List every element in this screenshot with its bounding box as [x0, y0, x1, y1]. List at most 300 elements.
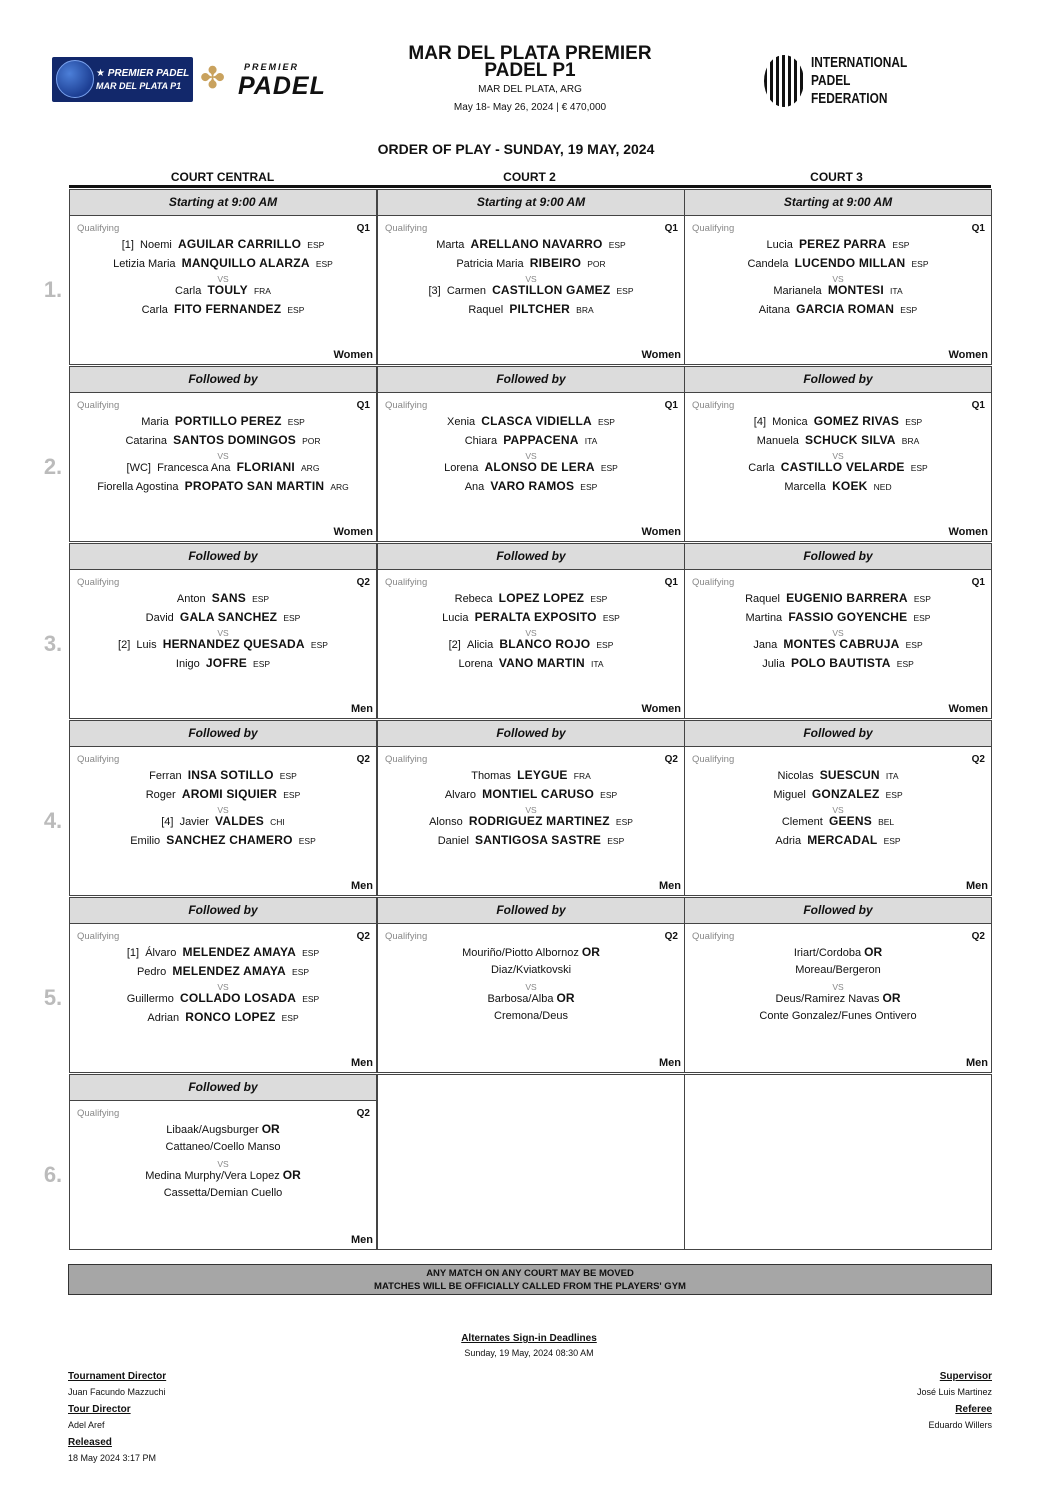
player-first-name: Martina [745, 612, 783, 624]
player-country: ITA [584, 436, 598, 446]
empty-slot [377, 1074, 685, 1250]
notice-banner [68, 1264, 992, 1295]
ipf-line1: INTERNATIONAL [811, 55, 908, 71]
team-line [685, 964, 991, 976]
player-last-name: AROMI SIQUIER [181, 787, 278, 801]
player-line [685, 656, 991, 670]
tournament-title [330, 45, 730, 79]
player-first-name: Fiorella Agostina [97, 481, 179, 493]
team-or-label: OR [282, 1168, 301, 1182]
player-line [685, 433, 991, 447]
order-of-play-title: ORDER OF PLAY - SUNDAY, 19 MAY, 2024 [377, 141, 655, 157]
player-first-name: Nicolas [777, 770, 814, 782]
followed-by-band: Followed by [69, 1074, 377, 1101]
player-first-name: Clement [781, 816, 823, 828]
followed-by-band: Followed by [684, 366, 992, 393]
match-category: Qualifying [77, 1108, 120, 1119]
player-last-name: SANTIGOSA SASTRE [475, 833, 602, 847]
match-round: Q1 [664, 400, 678, 411]
player-last-name: PERALTA EXPOSITO [474, 610, 597, 624]
match-round: Q1 [356, 223, 370, 234]
team-names: Iriart/Cordoba [793, 947, 862, 959]
player-seed: [4] [753, 416, 767, 428]
player-country: POR [587, 259, 606, 269]
player-line [685, 833, 991, 847]
player-first-name: Chiara [464, 435, 498, 447]
player-first-name: Rebeca [454, 593, 493, 605]
player-country: ESP [607, 836, 625, 846]
notice-line2: MATCHES WILL BE OFFICIALLY CALLED FROM THE PLAYERS' GYM [374, 1281, 686, 1292]
court-name: COURT CENTRAL [170, 170, 275, 184]
player-last-name: PROPATO SAN MARTIN [184, 479, 325, 493]
player-first-name: Raquel [468, 304, 504, 316]
team-or-label: OR [864, 945, 883, 959]
player-seed: [4] [161, 816, 174, 828]
player-country: ESP [292, 967, 310, 977]
match-round: Q2 [356, 754, 370, 765]
player-seed: [3] [428, 285, 441, 297]
player-line [70, 637, 376, 651]
tournament-director-label: Tournament Director [68, 1371, 167, 1382]
player-line [378, 302, 684, 316]
player-last-name: BLANCO ROJO [499, 637, 591, 651]
player-first-name: Alonso [429, 816, 463, 828]
player-first-name: Letizia Maria [113, 258, 176, 270]
match-gender: Men [659, 880, 681, 892]
player-first-name: Marta [436, 239, 465, 251]
player-country: NED [873, 482, 892, 492]
match-round: Q2 [356, 577, 370, 588]
player-first-name: Adria [775, 835, 802, 847]
player-first-name: Raquel [745, 593, 780, 605]
match-round: Q2 [664, 931, 678, 942]
player-first-name: Marcella [784, 481, 826, 493]
player-last-name: KOEK [832, 479, 868, 493]
match-category: Qualifying [692, 223, 735, 234]
match-cell [684, 923, 992, 1073]
player-country: ESP [885, 790, 903, 800]
player-country: ESP [600, 790, 618, 800]
player-first-name: Roger [145, 789, 176, 801]
match-gender: Men [966, 1057, 988, 1069]
match-category: Qualifying [385, 931, 428, 942]
player-last-name: RODRIGUEZ MARTINEZ [468, 814, 610, 828]
player-country: ESP [287, 417, 305, 427]
player-first-name: Manuela [756, 435, 799, 447]
empty-slot [684, 1074, 992, 1250]
player-seed: [2] [448, 639, 461, 651]
match-cell [69, 746, 377, 896]
player-first-name: Monica [772, 416, 808, 428]
player-country: ESP [281, 1013, 299, 1023]
player-line [70, 479, 376, 493]
player-last-name: PEREZ PARRA [798, 237, 887, 251]
player-country: ESP [283, 790, 301, 800]
player-seed: [1] [126, 947, 140, 959]
followed-by-band: Followed by [684, 720, 992, 747]
player-country: FRA [253, 286, 271, 296]
match-gender: Men [351, 880, 373, 892]
player-first-name: Daniel [437, 835, 469, 847]
player-line [70, 964, 376, 978]
player-line [378, 256, 684, 270]
player-line [70, 945, 376, 959]
player-country: ESP [590, 594, 608, 604]
team-line [378, 991, 684, 1005]
tournament-dates: May 18- May 26, 2024 | € 470,000 [453, 102, 607, 113]
team-names: Barbosa/Alba [487, 993, 554, 1005]
title-line1: MAR DEL PLATA PREMIER [408, 43, 652, 64]
player-country: ESP [283, 613, 301, 623]
team-line [70, 1187, 376, 1199]
player-last-name: MERCADAL [807, 833, 878, 847]
match-cell [684, 746, 992, 896]
player-last-name: CASTILLON GAMEZ [492, 283, 611, 297]
versus-label: VS [217, 982, 229, 992]
match-gender: Men [966, 880, 988, 892]
match-category: Qualifying [77, 223, 120, 234]
released-label: Released [68, 1437, 112, 1448]
player-last-name: MELENDEZ AMAYA [172, 964, 286, 978]
player-line [378, 656, 684, 670]
player-country: ESP [252, 594, 270, 604]
versus-label: VS [525, 628, 537, 638]
player-last-name: AGUILAR CARRILLO [177, 237, 302, 251]
player-line [70, 1010, 376, 1024]
player-line [685, 283, 991, 297]
match-cell [377, 923, 685, 1073]
match-category: Qualifying [692, 577, 735, 588]
match-round: Q1 [971, 223, 985, 234]
player-line [685, 479, 991, 493]
player-first-name: Lorena [444, 462, 479, 474]
player-last-name: COLLADO LOSADA [179, 991, 297, 1005]
player-line [70, 591, 376, 605]
player-line [378, 610, 684, 624]
team-names: Cremona/Deus [494, 1010, 568, 1022]
match-category: Qualifying [385, 223, 428, 234]
player-country: ESP [608, 240, 626, 250]
player-country: ESP [616, 286, 634, 296]
player-line [378, 787, 684, 801]
player-line [378, 814, 684, 828]
match-cell [684, 392, 992, 542]
player-country: ESP [315, 259, 333, 269]
match-category: Qualifying [692, 931, 735, 942]
ipf-line2: PADEL [811, 73, 851, 89]
page-header [0, 0, 1058, 157]
team-line [685, 1010, 991, 1022]
player-first-name: Catarina [125, 435, 168, 447]
followed-by-band: Followed by [684, 897, 992, 924]
player-country: ESP [615, 817, 633, 827]
player-last-name: GALA SANCHEZ [179, 610, 278, 624]
player-country: ESP [287, 305, 305, 315]
player-last-name: PORTILLO PEREZ [174, 414, 282, 428]
followed-by-band: Followed by [69, 720, 377, 747]
player-last-name: CASTILLO VELARDE [780, 460, 905, 474]
match-gender: Women [948, 703, 988, 715]
player-line [685, 637, 991, 651]
team-line [70, 1122, 376, 1136]
player-last-name: GEENS [828, 814, 872, 828]
match-category: Qualifying [692, 754, 735, 765]
player-last-name: ARELLANO NAVARRO [470, 237, 603, 251]
versus-label: VS [525, 982, 537, 992]
match-order-number: 4. [43, 808, 63, 833]
versus-label: VS [217, 628, 229, 638]
player-first-name: David [145, 612, 174, 624]
player-line [378, 433, 684, 447]
match-cell [377, 569, 685, 719]
ipf-line3: FEDERATION [811, 91, 888, 107]
player-last-name: VALDES [215, 814, 265, 828]
player-country: ESP [597, 417, 615, 427]
team-or-label: OR [261, 1122, 280, 1136]
player-first-name: Javier [179, 816, 209, 828]
player-line [70, 460, 376, 474]
followed-by-band: Followed by [69, 543, 377, 570]
match-category: Qualifying [77, 754, 120, 765]
player-line [378, 479, 684, 493]
player-line [685, 768, 991, 782]
match-category: Qualifying [692, 400, 735, 411]
player-first-name: Luis [136, 639, 157, 651]
player-first-name: Julia [762, 658, 785, 670]
player-country: ESP [910, 463, 928, 473]
alternates-heading: Alternates Sign-in Deadlines [461, 1333, 597, 1344]
player-last-name: FITO FERNANDEZ [174, 302, 282, 316]
player-last-name: TOULY [207, 283, 248, 297]
title-line2: PADEL P1 [484, 60, 576, 81]
player-line [70, 302, 376, 316]
player-last-name: SUESCUN [819, 768, 880, 782]
player-country: ESP [302, 948, 320, 958]
match-cell [377, 746, 685, 896]
versus-label: VS [217, 274, 229, 284]
match-round: Q1 [664, 223, 678, 234]
player-last-name: GOMEZ RIVAS [813, 414, 900, 428]
match-cell [684, 569, 992, 719]
team-line [685, 991, 991, 1005]
match-round: Q1 [971, 400, 985, 411]
player-line [378, 591, 684, 605]
player-last-name: JOFRE [205, 656, 247, 670]
player-country: ESP [602, 613, 620, 623]
match-gender: Men [659, 1057, 681, 1069]
player-last-name: CLASCA VIDIELLA [481, 414, 592, 428]
player-country: ESP [279, 771, 297, 781]
player-first-name: Pedro [136, 966, 167, 978]
tour-director-name: Adel Aref [68, 1420, 105, 1430]
court-name: COURT 2 [503, 170, 556, 184]
player-last-name: SCHUCK SILVA [805, 433, 896, 447]
match-gender: Women [948, 349, 988, 361]
player-first-name: Thomas [471, 770, 511, 782]
player-seed: [2] [118, 639, 131, 651]
player-first-name: Alicia [466, 639, 494, 651]
match-order-number: 1. [43, 277, 63, 302]
match-round: Q2 [664, 754, 678, 765]
match-category: Qualifying [385, 754, 428, 765]
player-country: ARG [301, 463, 320, 473]
match-gender: Women [641, 526, 681, 538]
player-first-name: Álvaro [145, 947, 177, 959]
player-country: BEL [878, 817, 895, 827]
player-country: POR [302, 436, 321, 446]
match-order-number: 3. [43, 631, 63, 656]
player-first-name: Anton [176, 593, 206, 605]
player-country: FRA [573, 771, 591, 781]
versus-label: VS [832, 451, 844, 461]
player-country: ESP [302, 994, 320, 1004]
player-line [70, 991, 376, 1005]
player-country: ARG [330, 482, 349, 492]
player-country: ESP [892, 240, 910, 250]
player-line [70, 237, 376, 251]
notice-line1: ANY MATCH ON ANY COURT MAY BE MOVED [426, 1268, 634, 1279]
starting-time-band: Starting at 9:00 AM [377, 189, 685, 216]
released-value: 18 May 2024 3:17 PM [68, 1453, 157, 1463]
team-names: Diaz/Kviatkovski [490, 964, 572, 976]
player-line [70, 610, 376, 624]
player-country: ESP [600, 463, 618, 473]
team-line [70, 1141, 376, 1153]
player-country: ESP [883, 836, 901, 846]
match-cell [684, 215, 992, 365]
team-names: Mouriño/Piotto Albornoz [462, 947, 579, 959]
player-first-name: Carla [748, 462, 775, 474]
player-last-name: HERNANDEZ QUESADA [162, 637, 305, 651]
player-first-name: Emilio [130, 835, 161, 847]
player-first-name: Ana [464, 481, 485, 493]
referee-label: Referee [955, 1404, 992, 1415]
tour-director-label: Tour Director [68, 1404, 131, 1415]
player-line [685, 237, 991, 251]
versus-label: VS [525, 805, 537, 815]
team-line [378, 1010, 684, 1022]
team-or-label: OR [556, 991, 575, 1005]
player-first-name: Patricia Maria [456, 258, 524, 270]
player-country: ITA [890, 286, 903, 296]
team-or-label: OR [882, 991, 901, 1005]
player-line [378, 283, 684, 297]
player-first-name: Alvaro [444, 789, 476, 801]
player-last-name: PILTCHER [509, 302, 571, 316]
versus-label: VS [832, 982, 844, 992]
player-last-name: VANO MARTIN [498, 656, 585, 670]
match-round: Q2 [971, 754, 985, 765]
match-gender: Women [333, 526, 373, 538]
player-line [378, 768, 684, 782]
match-round: Q2 [971, 931, 985, 942]
match-round: Q2 [356, 931, 370, 942]
player-line [70, 833, 376, 847]
match-gender: Men [351, 1057, 373, 1069]
logo-left-line1: ★ PREMIER PADEL [96, 68, 190, 79]
match-cell [69, 569, 377, 719]
player-last-name: LEYGUE [517, 768, 568, 782]
player-first-name: Carmen [446, 285, 486, 297]
player-line [378, 460, 684, 474]
player-last-name: MELENDEZ AMAYA [182, 945, 296, 959]
player-last-name: FLORIANI [236, 460, 295, 474]
team-line [378, 945, 684, 959]
tournament-city: MAR DEL PLATA, ARG [478, 84, 582, 95]
player-country: ESP [905, 640, 923, 650]
team-names: Libaak/Augsburger [166, 1124, 259, 1136]
logo-mid-big: PADEL [238, 72, 326, 100]
logo-left-line2: MAR DEL PLATA P1 [96, 81, 182, 91]
team-names: Cattaneo/Coello Manso [165, 1141, 281, 1153]
match-round: Q1 [356, 400, 370, 411]
player-country: BRA [901, 436, 920, 446]
versus-label: VS [832, 274, 844, 284]
player-country: BRA [576, 305, 594, 315]
versus-label: VS [832, 805, 844, 815]
header-divider [69, 185, 991, 188]
player-last-name: SANTOS DOMINGOS [173, 433, 296, 447]
player-line [685, 591, 991, 605]
player-line [70, 656, 376, 670]
player-first-name: Inigo [175, 658, 200, 670]
match-gender: Women [948, 526, 988, 538]
team-names: Medina Murphy/Vera Lopez [145, 1170, 280, 1182]
followed-by-band: Followed by [684, 543, 992, 570]
player-line [70, 768, 376, 782]
player-last-name: VARO RAMOS [490, 479, 575, 493]
player-last-name: EUGENIO BARRERA [786, 591, 908, 605]
player-first-name: Miguel [773, 789, 806, 801]
player-line [685, 787, 991, 801]
player-line [70, 433, 376, 447]
player-first-name: Lucia [766, 239, 793, 251]
followed-by-band: Followed by [377, 720, 685, 747]
match-category: Qualifying [385, 400, 428, 411]
player-country: ESP [911, 259, 929, 269]
player-last-name: SANS [211, 591, 246, 605]
match-cell [69, 215, 377, 365]
player-seed: [WC] [126, 462, 151, 474]
player-first-name: Lorena [458, 658, 493, 670]
match-round: Q2 [356, 1108, 370, 1119]
followed-by-band: Followed by [69, 897, 377, 924]
match-round: Q1 [971, 577, 985, 588]
team-line [378, 964, 684, 976]
player-line [70, 814, 376, 828]
player-last-name: RIBEIRO [529, 256, 582, 270]
versus-label: VS [217, 451, 229, 461]
player-last-name: PAPPACENA [503, 433, 579, 447]
player-first-name: Carla [175, 285, 202, 297]
match-order-number: 2. [43, 454, 63, 479]
player-line [70, 256, 376, 270]
ipf-wordmark [811, 54, 907, 108]
team-or-label: OR [581, 945, 600, 959]
match-category: Qualifying [77, 577, 120, 588]
premier-padel-mar-del-plata-logo [52, 57, 193, 102]
player-line [378, 237, 684, 251]
starting-time-band: Starting at 9:00 AM [684, 189, 992, 216]
followed-by-band: Followed by [377, 543, 685, 570]
player-country: ESP [896, 659, 914, 669]
player-country: ESP [905, 417, 923, 427]
player-last-name: LOPEZ LOPEZ [498, 591, 585, 605]
player-line [685, 610, 991, 624]
supervisor-label: Supervisor [939, 1371, 992, 1382]
player-country: ESP [913, 594, 931, 604]
player-country: ESP [310, 640, 328, 650]
